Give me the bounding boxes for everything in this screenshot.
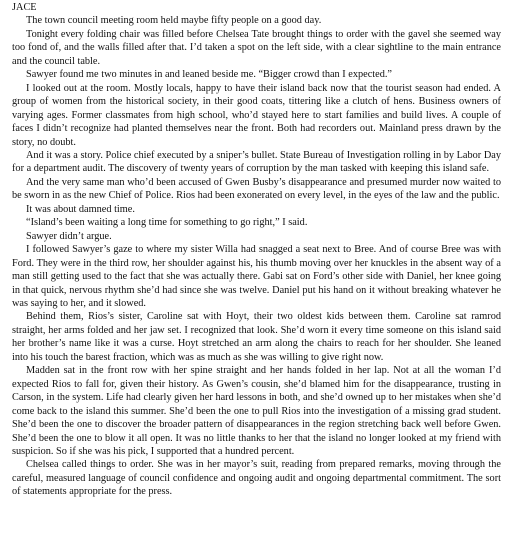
paragraph: Tonight every folding chair was filled before Chelsea Tate brought things to order with the gavel she seemed way too fond of, and the walls filled after that. I’d taken a spot on the left side, with a clear sightline to the main entrance and the council table. <box>12 28 501 67</box>
chapter-heading: JACE <box>12 2 37 13</box>
paragraph: I followed Sawyer’s gaze to where my sister Willa had snagged a seat next to Bree. And of course Bree was with Ford. They were in the third row, her shoulder against his, his thumb moving over her knuckles in the absent way of a man still getting used to the fact that she was actually there. Gabi sat on Ford’s other side with Daniel, her knee going in that quick, nervous rhythm she’d had since she was twelve. Daniel put his hand on it without breaking whatever he was saying to her, and it slowed. <box>12 244 501 309</box>
paragraph: Sawyer didn’t argue. <box>26 230 112 242</box>
paragraph: And it was a story. Police chief executed by a sniper’s bullet. State Bureau of Investigation rolling in by Labor Day for a department audit. The discovery of twenty years of corruption by the man tasked with keeping this island safe. <box>12 149 501 175</box>
paragraph: Sawyer found me two minutes in and leaned beside me. “Bigger crowd than I expected.” <box>26 69 392 81</box>
paragraph: Madden sat in the front row with her spine straight and her hands folded in her lap. Not at all the woman I’d expected Rios to fall for, given their history. As Gwen’s cousin, she’d blamed him for the disappearance, trusting in Carson, in the system. Life had clearly given her hard lessons in both, and she’d owned up to her mistakes when she’d come back to the island this summer. She’d been the one to pull Rios into the investigation of a missing grad student. She’d been the one to discover the broader pattern of disappearances in the region stretching back well before Gwen. She’d been the one to blow it all open. It was no little thanks to her that the island no longer looked at my friend with suspicion. So if she was his pick, I supported that a hundred percent. <box>12 365 501 457</box>
paragraph: The town council meeting room held maybe fifty people on a good day. <box>26 15 322 27</box>
paragraph: Behind them, Rios’s sister, Caroline sat with Hoyt, their two oldest kids between them. Caroline sat ramrod straight, her arms folded and her jaw set. I recognized that look. She’d worn it every time someone on this island said her brother’s name like it was a curse. Hoyt stretched an arm along the chairs to reach for her shoulder. She leaned into his touch the barest fraction, which was as much as she was willing to give right now. <box>12 311 501 363</box>
paragraph: It was about damned time. <box>26 203 135 215</box>
paragraph: “Island’s been waiting a long time for something to go right,” I said. <box>26 217 308 229</box>
paragraph: I looked out at the room. Mostly locals, happy to have their island back now that the tourist season had ended. A group of women from the historical society, in their good coats, tittering like a clutch of hens. Business owners of varying ages. Former classmates from high school, who’d stayed here to start families and build lives. A couple of faces I didn’t recognize had planted themselves near the front. Both had recorders out. Mainland press drawn by the story, no doubt. <box>12 82 501 148</box>
paragraph: And the very same man who’d been accused of Gwen Busby’s disappearance and presumed murder now waited to be sworn in as the new Chief of Police. Rios had been exonerated on every level, in the eyes of the law and the public. <box>12 176 501 202</box>
paragraph: Chelsea called things to order. She was in her mayor’s suit, reading from prepared remarks, moving through the careful, measured language of council confidence and ongoing audit and ongoing departmental commitment. The sort of statements appropriate for the press. <box>12 459 501 498</box>
